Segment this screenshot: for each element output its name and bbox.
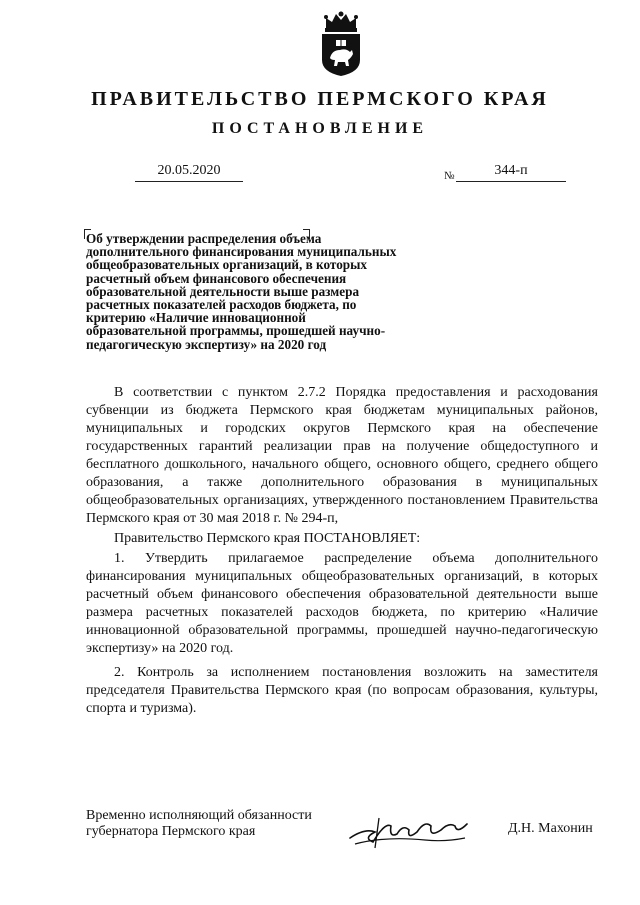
- body-paragraph-4: 2. Контроль за исполнением постановления возложить на заместителя председателя Правительства Пермского края (по вопросам образования, культуры, спорта и туризма).: [86, 665, 598, 716]
- signatory-name: Д.Н. Махонин: [508, 821, 593, 836]
- document-type: ПОСТАНОВЛЕНИЕ: [211, 120, 429, 137]
- document-number: 344-п: [456, 163, 566, 182]
- coat-of-arms-icon: [318, 10, 364, 78]
- government-name: ПРАВИТЕЛЬСТВО ПЕРМСКОГО КРАЯ: [91, 88, 549, 110]
- document-body: [86, 384, 598, 718]
- signatory-role: [86, 808, 312, 840]
- document-date: 20.05.2020: [135, 163, 243, 182]
- body-paragraph-1: В соответствии с пунктом 2.7.2 Порядка предоставления и расходования субвенции из бюджета Пермского края бюджетам муниципальных районов, муниципальных и городских округов Пермского края на обеспечение государственных гарантий реализации прав на получение общедоступного и бесплатного дошкольного, начального общего, основного общего, среднего общего образования, а также дополнительного образования в муниципальных общеобразовательных организациях, утвержденного постановлением Правительства Пермского края от 30 мая 2018 г. № 294-п,: [86, 385, 598, 526]
- handwritten-signature: [345, 808, 475, 854]
- body-paragraph-2: Правительство Пермского края ПОСТАНОВЛЯЕТ:: [114, 531, 421, 546]
- signatory-role-line-2: губернатора Пермского края: [86, 824, 256, 839]
- document-title: Об утверждении распределения объема дополнительного финансирования муниципальных общеобразовательных организаций, в которых расчетный объем финансового обеспечения образовательной деятельности выше размера расчетных показателей расходов бюджета, по критерию «Наличие инновационной образовательной программы, прошедшей научно-педагогическую экспертизу» на 2020 год: [86, 231, 397, 352]
- signatory-role-line-1: Временно исполняющий обязанности: [86, 808, 312, 823]
- body-paragraph-3: 1. Утвердить прилагаемое распределение объема дополнительного финансирования муниципальных общеобразовательных организаций, в которых расчетный объем финансового обеспечения образовательной деятельности выше размера расчетных показателей расходов бюджета, по критерию «Наличие инновационной образовательной программы, прошедшей научно-педагогическую экспертизу» на 2020 год.: [86, 551, 598, 656]
- number-sign: №: [444, 170, 455, 182]
